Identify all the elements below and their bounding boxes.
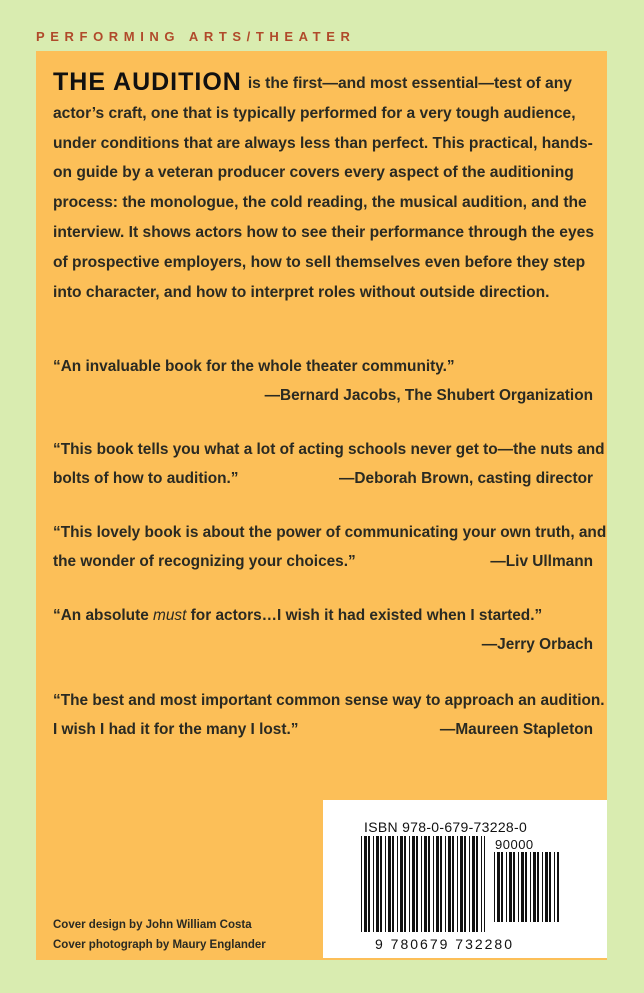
quote-last-line — [53, 547, 593, 576]
quote-last-line — [53, 715, 593, 744]
barcode-bar — [433, 836, 434, 932]
price-code: 90000 — [495, 837, 534, 852]
barcode-bar — [521, 852, 524, 922]
quote-text-post: for actors…I wish it had existed when I started.” — [186, 607, 543, 624]
category-label: PERFORMING ARTS/THEATER — [36, 29, 356, 44]
barcode-bar — [400, 836, 403, 932]
barcode-bar — [373, 836, 374, 932]
barcode-bar — [385, 836, 386, 932]
barcode-bar — [404, 836, 406, 932]
quote-text: bolts of how to audition.” — [53, 470, 239, 487]
quote-text: “The best and most important common sense way to approach an audition. — [53, 692, 605, 709]
quote-attribution: —Maureen Stapleton — [439, 721, 593, 738]
barcode-bar — [428, 836, 430, 932]
barcode-bars-addon — [494, 852, 559, 922]
quote-brown — [53, 435, 605, 493]
book-title: THE AUDITION — [53, 68, 242, 96]
blurb — [53, 66, 599, 307]
quote-orbach — [53, 601, 593, 659]
barcode-bar — [448, 836, 451, 932]
barcode-bar — [549, 852, 551, 922]
quote-last-line — [53, 464, 593, 493]
quote-stapleton — [53, 686, 605, 744]
barcode-bar — [537, 852, 539, 922]
barcode-bar — [392, 836, 394, 932]
barcode-bar — [484, 836, 485, 932]
barcode-bars-main — [361, 836, 485, 932]
barcode-bar — [452, 836, 454, 932]
barcode-bar — [509, 852, 512, 922]
barcode-bar — [533, 852, 536, 922]
barcode-bar — [506, 852, 507, 922]
barcode-bar — [445, 836, 446, 932]
quote-ullmann — [53, 518, 607, 576]
barcode-bar — [380, 836, 382, 932]
barcode-bar — [464, 836, 466, 932]
barcode-bar — [472, 836, 475, 932]
barcode-bar — [361, 836, 362, 932]
quote-attribution: —Deborah Brown, casting director — [339, 470, 593, 487]
quote-text: I wish I had it for the many I lost.” — [53, 721, 299, 738]
quote-text — [53, 601, 593, 630]
quote-attribution: —Liv Ullmann — [490, 553, 593, 570]
barcode-bar — [424, 836, 427, 932]
quote-text: the wonder of recognizing your choices.” — [53, 553, 356, 570]
barcode-bar — [513, 852, 515, 922]
quote-text: “An invaluable book for the whole theater community.” — [53, 358, 455, 375]
barcode-bar — [368, 836, 370, 932]
barcode-bar — [554, 852, 555, 922]
blurb-text: is the first—and most essential—test of any actor’s craft, one that is typically performed for a very tough audience, under conditions that are always less than perfect. This practical, hands-on guide by a veteran producer covers every aspect of the auditioning process: the monologue, the cold reading, the musical audition, and the interview. It shows actors how to see their performance through the eyes of prospective employers, how to sell themselves even before they step into character, and how to interpret roles without outside direction. — [53, 75, 594, 301]
quote-text-pre: “An absolute — [53, 607, 154, 624]
isbn-digits: 9 780679 732280 — [375, 936, 514, 952]
cover-photo-credit: Cover photograph by Maury Englander — [53, 939, 266, 951]
quote-attribution: —Jerry Orbach — [481, 636, 593, 653]
barcode-box — [323, 800, 607, 958]
quote-jacobs — [53, 352, 593, 410]
barcode-bar — [376, 836, 379, 932]
barcode-bar — [469, 836, 470, 932]
barcode-bar — [412, 836, 415, 932]
barcode-bar — [497, 852, 500, 922]
barcode-bar — [409, 836, 410, 932]
isbn-barcode — [323, 800, 607, 958]
isbn-label: ISBN 978-0-679-73228-0 — [364, 819, 528, 835]
barcode-bar — [388, 836, 391, 932]
barcode-bar — [397, 836, 398, 932]
barcode-bar — [460, 836, 463, 932]
barcode-bar — [416, 836, 418, 932]
barcode-bar — [518, 852, 519, 922]
barcode-bar — [440, 836, 442, 932]
barcode-bar — [501, 852, 503, 922]
barcode-bar — [545, 852, 548, 922]
barcode-bar — [364, 836, 367, 932]
barcode-bar — [481, 836, 482, 932]
barcode-bar — [494, 852, 495, 922]
barcode-bar — [530, 852, 531, 922]
barcode-bar — [476, 836, 478, 932]
barcode-bar — [421, 836, 422, 932]
barcode-bar — [436, 836, 439, 932]
barcode-bar — [457, 836, 458, 932]
quote-text: “This lovely book is about the power of communicating your own truth, and — [53, 524, 607, 541]
credits — [53, 915, 266, 955]
barcode-bar — [525, 852, 527, 922]
quote-attribution: —Bernard Jacobs, The Shubert Organization — [264, 387, 593, 404]
barcode-bar — [542, 852, 543, 922]
barcode-bar — [557, 852, 559, 922]
quote-emphasis: must — [153, 607, 187, 624]
cover-design-credit: Cover design by John William Costa — [53, 919, 252, 931]
quote-text: “This book tells you what a lot of acting schools never get to—the nuts and — [53, 441, 605, 458]
